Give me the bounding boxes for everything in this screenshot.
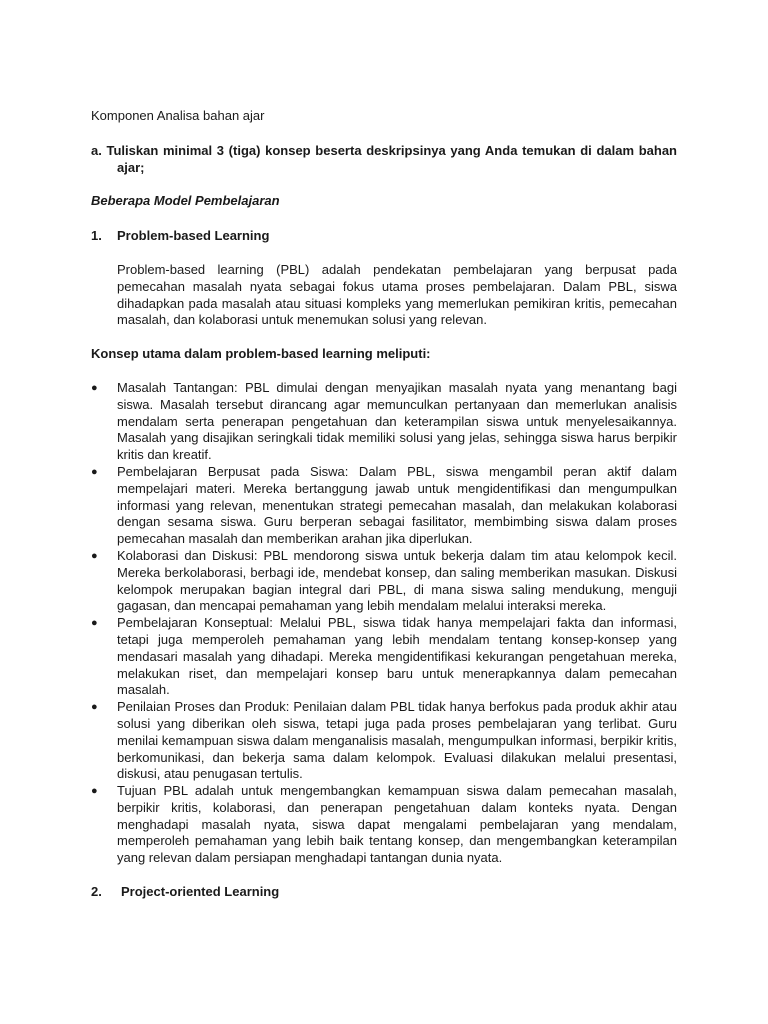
list-item-text: Penilaian Proses dan Produk: Penilaian dalam PBL tidak hanya berfokus pada produk akhir atau solusi yang diberikan oleh siswa, tetapi juga pada proses pembelajaran yang terlibat. Guru menilai kemampuan siswa dalam menganalisis masalah, mengumpulkan informasi, berpikir kritis, berkomunikasi, dan bekerja sama dalam kelompok. Evaluasi dilakukan melalui presentasi, diskusi, atau penugasan tertulis. — [117, 699, 677, 782]
bullet-icon: ● — [91, 381, 98, 394]
list-item-text: Pembelajaran Konseptual: Melalui PBL, siswa tidak hanya mempelajari fakta dan informasi, tetapi juga memperoleh pemahaman yang lebih mendalam tentang konsep-konsep yang mendasari masalah yang dihadapi. Mereka mengidentifikasi kekurangan pengetahuan mereka, melakukan riset, dan mempelajari konsep baru untuk menerapkannya dalam pemecahan masalah. — [117, 615, 677, 698]
list-item — [91, 464, 677, 548]
list-item — [91, 615, 677, 699]
question-text: a. Tuliskan minimal 3 (tiga) konsep beserta deskripsinya yang Anda temukan di dalam bahan ajar; — [91, 142, 677, 175]
list-item-text: Kolaborasi dan Diskusi: PBL mendorong siswa untuk bekerja dalam tim atau kelompok kecil. Mereka berkolaborasi, berbagi ide, mendebat konsep, dan saling memberikan masukan. Diskusi kelompok merupakan bagian integral dari PBL, di mana siswa saling mendukung, menguji gagasan, dan mencapai pemahaman yang lebih mendalam melalui interaksi mereka. — [117, 547, 677, 614]
list-item-text: Masalah Tantangan: PBL dimulai dengan menyajikan masalah nyata yang menantang bagi siswa. Masalah tersebut dirancang agar memunculkan pertanyaan dan memerlukan analisis mendalam serta penerapan pengetahuan dan keterampilan siswa untuk menyelesaikannya. Masalah yang disajikan seringkali tidak memiliki solusi yang jelas, sehingga siswa harus berpikir kritis dan kreatif. — [117, 379, 677, 463]
concept-list — [91, 380, 677, 867]
concepts-heading: Konsep utama dalam problem-based learning meliputi: — [91, 346, 431, 362]
list-item — [91, 783, 677, 867]
numbered-heading-1 — [91, 228, 677, 245]
list-item — [91, 380, 677, 464]
pbl-paragraph: Problem-based learning (PBL) adalah pendekatan pembelajaran yang berpusat pada pemecahan masalah nyata sebagai fokus utama proses pembelajaran. Dalam PBL, siswa dihadapkan pada masalah atau situasi kompleks yang memerlukan pemikiran kritis, pemecahan masalah, dan kolaborasi untuk menemukan solusi yang relevan. — [117, 261, 677, 328]
numbered-heading-2 — [91, 884, 677, 901]
document-page — [91, 108, 677, 918]
item-title: Problem-based Learning — [117, 228, 270, 244]
item-number: 1. — [91, 228, 102, 244]
document-title: Komponen Analisa bahan ajar — [91, 108, 265, 123]
bullet-icon: ● — [91, 549, 98, 562]
list-item — [91, 548, 677, 615]
section-heading: Beberapa Model Pembelajaran — [91, 193, 280, 209]
bullet-icon: ● — [91, 785, 98, 798]
bullet-icon: ● — [91, 701, 98, 714]
list-item — [91, 699, 677, 783]
bullet-icon: ● — [91, 465, 98, 478]
item-number: 2. — [91, 884, 102, 900]
item-title: Project-oriented Learning — [121, 884, 280, 900]
list-item-text: Tujuan PBL adalah untuk mengembangkan kemampuan siswa dalam pemecahan masalah, berpikir kritis, kolaborasi, dan penerapan pengetahuan dalam konteks nyata. Dengan menghadapi masalah nyata, siswa dapat mengalami pembelajaran yang mendalam, memperoleh pemahaman yang lebih baik tentang konsep, dan mengembangkan keterampilan yang relevan dalam persiapan menghadapi tantangan dunia nyata. — [117, 783, 677, 866]
list-item-text: Pembelajaran Berpusat pada Siswa: Dalam PBL, siswa mengambil peran aktif dalam mempelajari materi. Mereka bertanggung jawab untuk mengidentifikasi dan mengumpulkan informasi yang relevan, menentukan strategi pemecahan masalah, dan melakukan kolaborasi dengan sesama siswa. Guru berperan sebagai fasilitator, membimbing siswa dalam proses pemecahan masalah dan memberikan arahan jika diperlukan. — [117, 463, 677, 547]
bullet-icon: ● — [91, 617, 98, 630]
